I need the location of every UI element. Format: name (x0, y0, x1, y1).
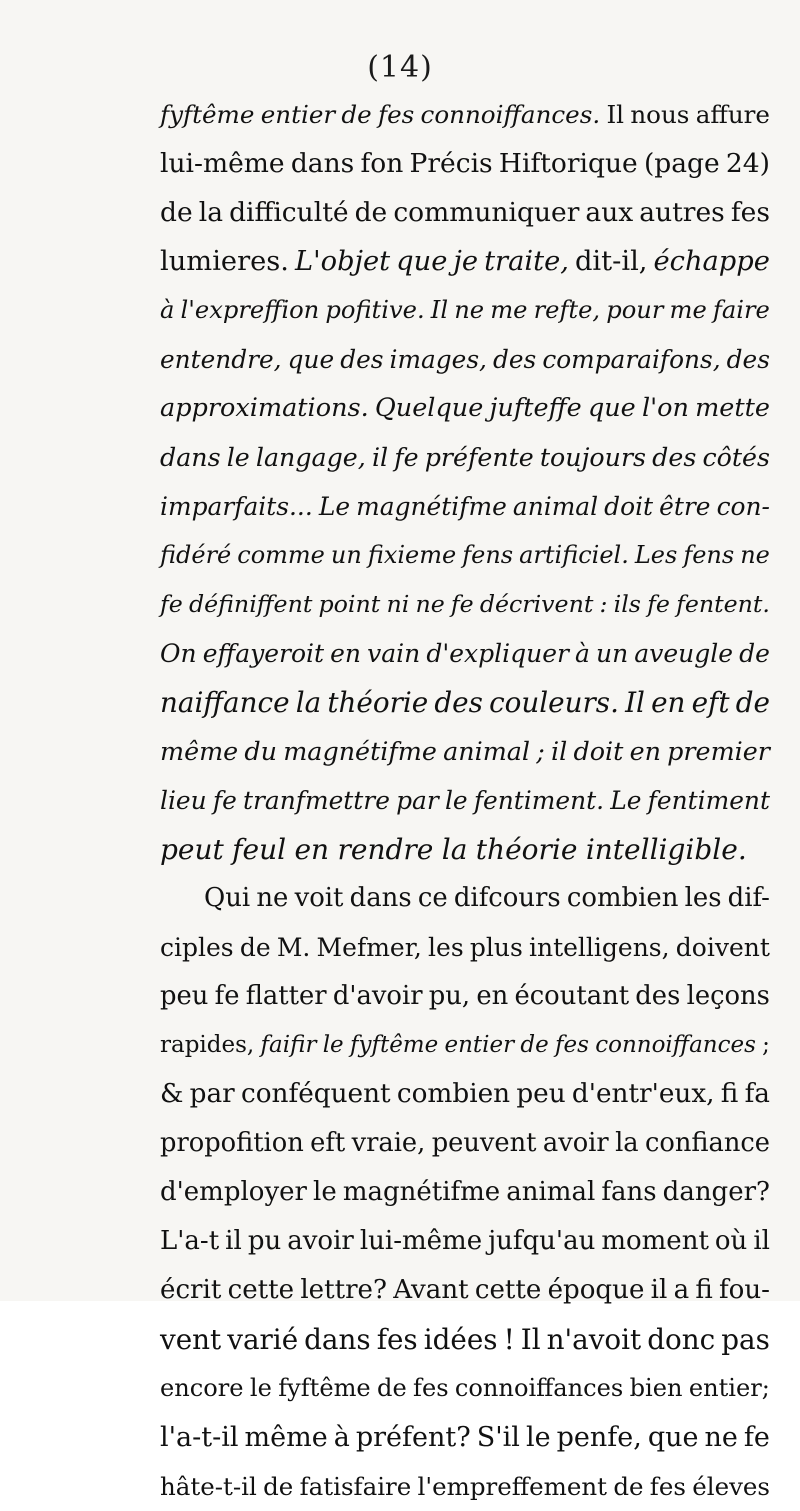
word: lui-même (160, 148, 285, 179)
word: connoiffances (595, 1032, 756, 1058)
word: lettre? (300, 1275, 387, 1305)
word: lumieres. (160, 246, 289, 277)
word: de (377, 1374, 407, 1402)
word: à (160, 296, 175, 324)
word: varié (227, 1323, 299, 1356)
word: à (333, 1422, 350, 1453)
word: ; (536, 736, 545, 766)
word: peuvent (431, 1128, 537, 1158)
word: aveugle (634, 639, 734, 668)
word: en (651, 686, 686, 719)
word: hâte-t-il (160, 1472, 257, 1501)
word: fes (376, 1323, 418, 1356)
word: imparfaits... (160, 492, 313, 521)
word: pu (247, 1226, 282, 1256)
word: me (669, 296, 707, 324)
word: peut (160, 833, 224, 866)
word: communiquer (393, 197, 580, 228)
word: le (525, 1422, 551, 1453)
word: rendre (337, 833, 434, 866)
text-line (160, 1119, 770, 1168)
word: l'on (641, 393, 689, 423)
word: toujours (539, 443, 647, 472)
word: il (371, 443, 389, 472)
word: fe (743, 1422, 770, 1453)
word: échappe (653, 246, 770, 277)
text-line (160, 629, 770, 678)
word: ce (417, 883, 448, 913)
word: eft (310, 1128, 346, 1158)
word: Il (520, 1323, 541, 1356)
word: ne (415, 590, 445, 618)
word: des (652, 443, 697, 472)
word: & (160, 1079, 184, 1109)
word: définiffent (188, 590, 313, 618)
word: des (493, 345, 537, 374)
word: théorie (475, 833, 578, 866)
word: d'expliquer (426, 639, 569, 668)
word: idées (423, 1323, 498, 1356)
word: difcours (453, 883, 561, 913)
word: Il (430, 296, 449, 324)
word: par (396, 786, 439, 815)
word: me (490, 296, 528, 324)
word: de (739, 639, 770, 668)
word: Précis (409, 148, 493, 179)
word: combien (396, 1079, 511, 1109)
word: fi (720, 1079, 739, 1109)
word: refte, (533, 296, 601, 324)
word: lui-même (359, 1226, 483, 1256)
text-line (160, 972, 770, 1021)
word: nous (630, 100, 690, 129)
word: dif- (727, 883, 770, 913)
word: Le (318, 492, 351, 521)
word: il (753, 1226, 770, 1256)
word: la (198, 197, 223, 228)
word: combien (566, 883, 679, 913)
word: en (330, 639, 362, 668)
word: les (428, 933, 464, 962)
word: Mefmer, (316, 933, 422, 962)
word: mette (695, 393, 770, 423)
word: l'a-t-il (160, 1422, 239, 1453)
text-line (160, 874, 770, 923)
word: langage, (255, 443, 366, 472)
text-line (160, 1217, 770, 1266)
word: l'empreffement (417, 1472, 608, 1501)
word: Quelque (374, 393, 484, 423)
word: côtés (702, 443, 770, 472)
word: comme (237, 541, 325, 569)
word: faifir (260, 1032, 317, 1058)
text-line (160, 384, 770, 433)
word: même (160, 736, 239, 766)
word: lieu (160, 786, 207, 815)
word: le (322, 1032, 344, 1058)
word: Hiftorique (498, 148, 638, 179)
word: donc (647, 1323, 716, 1356)
word: aux (585, 197, 634, 228)
text-line (160, 90, 770, 139)
word: que (287, 345, 335, 374)
word: S'il (476, 1422, 520, 1453)
word: animal (506, 1177, 596, 1207)
word: connoiffances. (420, 100, 601, 129)
word: M. (276, 933, 311, 962)
word: Avant (393, 1275, 469, 1305)
word: d'entr'eux, (571, 1079, 715, 1109)
word: que (396, 246, 448, 277)
word: animal (443, 736, 531, 766)
text-line (160, 237, 770, 286)
word: des (635, 981, 681, 1011)
text-line (160, 727, 770, 776)
word: doit (604, 492, 654, 521)
word: approximations. (160, 393, 369, 423)
word: intelligens, (528, 933, 670, 962)
word: dit-il, (574, 246, 648, 277)
word: fe (647, 590, 670, 618)
word: tranfmettre (242, 786, 390, 815)
word: pu, (428, 981, 471, 1011)
word: avoir (287, 1226, 354, 1256)
word: difficulté (229, 197, 349, 228)
word: des (726, 345, 770, 374)
word: ! (503, 1323, 515, 1356)
word: a (673, 1275, 690, 1305)
word: dans (290, 148, 355, 179)
word: On (160, 639, 197, 668)
word: fyftême (278, 1374, 371, 1402)
word: couleurs. (489, 686, 619, 719)
word: de (239, 933, 271, 962)
word: il (551, 736, 568, 766)
word: comparaifons, (542, 345, 721, 374)
word: fi (695, 1275, 713, 1305)
text-line (160, 482, 770, 531)
word: vent (160, 1323, 222, 1356)
word: vain (367, 639, 421, 668)
word: fon (360, 148, 404, 179)
word: écrit (160, 1275, 222, 1305)
word: par (189, 1079, 235, 1109)
text-line (160, 1266, 770, 1315)
word: jufteffe (489, 393, 582, 423)
text-line (160, 433, 770, 482)
word: vraie, (351, 1128, 426, 1158)
text-line (160, 286, 770, 335)
text-line (160, 1462, 770, 1511)
word: voit (294, 883, 344, 913)
word: dans (349, 883, 412, 913)
word: Qui (204, 883, 251, 913)
word: magnétifme (283, 736, 437, 766)
word: fyftême (160, 100, 255, 129)
text-line (160, 1413, 770, 1462)
body-text (160, 90, 770, 1511)
word: ciples (160, 933, 234, 962)
word: fatisfaire (299, 1472, 412, 1501)
word: ni (386, 590, 410, 618)
word: décrivent (479, 590, 594, 618)
word: théorie (327, 686, 429, 719)
word: n'avoit (546, 1323, 642, 1356)
word: de (613, 1472, 644, 1501)
word: éleves (692, 1472, 770, 1501)
word: préfent? (355, 1422, 471, 1453)
word: fe (160, 590, 183, 618)
word: connoiffances (454, 1374, 624, 1402)
word: intelligible. (585, 833, 747, 866)
word: le (444, 786, 468, 815)
word: 24) (725, 148, 770, 179)
word: je (453, 246, 479, 277)
word: fans (601, 1177, 657, 1207)
word: ne (704, 1422, 738, 1453)
word: fe (394, 443, 419, 472)
word: où (714, 1226, 748, 1256)
word: naiffance (160, 686, 290, 719)
word: magnétifme (342, 1177, 501, 1207)
word: conféquent (240, 1079, 391, 1109)
text-line (160, 1168, 770, 1217)
word: être (659, 492, 711, 521)
word: de (263, 1472, 294, 1501)
word: fe (212, 786, 237, 815)
word: il (650, 1275, 668, 1305)
word: de (735, 686, 770, 719)
word: cette (474, 1275, 542, 1305)
text-line (160, 923, 770, 972)
word: fentiment (647, 786, 770, 815)
word: écoutant (514, 981, 630, 1011)
word: des (434, 686, 483, 719)
word: jufqu'au (488, 1226, 596, 1256)
word: Il (625, 686, 645, 719)
word: penfe, (556, 1422, 642, 1453)
word: doit (573, 736, 624, 766)
word: fa (744, 1079, 770, 1109)
word: fes (413, 1374, 449, 1402)
word: les (684, 883, 722, 913)
word: fes (649, 1472, 686, 1501)
word: la (295, 686, 322, 719)
text-line (160, 1315, 770, 1364)
text-line (160, 1021, 770, 1070)
word: des (340, 345, 384, 374)
word: le (313, 1177, 337, 1207)
word: la (441, 833, 468, 866)
word: à (575, 639, 590, 668)
word: con- (716, 492, 770, 521)
word: point (318, 590, 381, 618)
word: confiance (644, 1128, 770, 1158)
word: cette (227, 1275, 295, 1305)
word: avoir (542, 1128, 609, 1158)
word: que (587, 393, 636, 423)
word: préfente (424, 443, 534, 472)
word: fidéré (160, 541, 232, 569)
word: fyftême (349, 1032, 439, 1058)
word: moment (601, 1226, 709, 1256)
word: fixieme (367, 541, 457, 569)
word: rapides, (160, 1032, 255, 1058)
word: l'expreffion (180, 296, 320, 324)
word: d'employer (160, 1177, 307, 1207)
word: dans (160, 443, 221, 472)
word: traite, (484, 246, 569, 277)
word: bien (629, 1374, 683, 1402)
word: L'objet (295, 246, 391, 277)
word: Il (606, 100, 625, 129)
word: artificiel. (519, 541, 629, 569)
word: feul (232, 833, 287, 866)
word: images, (389, 345, 487, 374)
text-line (160, 825, 770, 874)
word: la (615, 1128, 639, 1158)
word: : (599, 590, 608, 618)
word: entier; (688, 1374, 770, 1402)
word: danger? (662, 1177, 770, 1207)
text-line (160, 678, 770, 727)
word: il (225, 1226, 242, 1256)
word: que (647, 1422, 699, 1453)
word: entier (444, 1032, 515, 1058)
word: premier (667, 736, 770, 766)
word: époque (547, 1275, 645, 1305)
word: de (341, 100, 372, 129)
word: (page (643, 148, 720, 179)
word: dans (304, 1323, 371, 1356)
word: fentent. (676, 590, 770, 618)
word: le (226, 443, 250, 472)
word: peu (516, 1079, 566, 1109)
word: pour (606, 296, 664, 324)
word: même (244, 1422, 328, 1453)
word: Les (634, 541, 678, 569)
word: leçons (686, 981, 770, 1011)
word: doivent (675, 933, 770, 962)
word: animal (512, 492, 599, 521)
word: flatter (245, 981, 327, 1011)
word: Le (610, 786, 642, 815)
word: de (160, 197, 193, 228)
word: autres (639, 197, 725, 228)
word: fens (683, 541, 735, 569)
text-line (160, 139, 770, 188)
word: fentiment. (473, 786, 605, 815)
word: fes (730, 197, 770, 228)
word: de (520, 1032, 549, 1058)
word: peu (160, 981, 209, 1011)
word: fe (214, 981, 240, 1011)
word: le (249, 1374, 272, 1402)
word: en (294, 833, 330, 866)
word: eft (691, 686, 730, 719)
word: affure (695, 100, 770, 129)
word: ils (613, 590, 641, 618)
word: de (354, 197, 388, 228)
text-line (160, 580, 770, 629)
word: ne (740, 541, 770, 569)
word: entendre, (160, 345, 282, 374)
word: un (596, 639, 629, 668)
word: fes (555, 1032, 589, 1058)
word: ; (762, 1032, 770, 1058)
text-line (160, 531, 770, 580)
word: L'a-t (160, 1226, 220, 1256)
word: magnétifme (356, 492, 507, 521)
word: fe (450, 590, 474, 618)
word: fou- (719, 1275, 770, 1305)
word: pas (721, 1323, 770, 1356)
word: plus (469, 933, 523, 962)
word: du (244, 736, 278, 766)
word: d'avoir (332, 981, 423, 1011)
word: fes (378, 100, 415, 129)
word: en (629, 736, 661, 766)
word: ne (454, 296, 485, 324)
word: en (476, 981, 509, 1011)
word: fens (462, 541, 514, 569)
word: encore (160, 1374, 244, 1402)
word: pofitive. (325, 296, 425, 324)
word: ne (256, 883, 289, 913)
word: effayeroit (202, 639, 325, 668)
text-line (160, 188, 770, 237)
word: faire (712, 296, 770, 324)
text-line (160, 335, 770, 384)
word: un (330, 541, 362, 569)
text-line (160, 1070, 770, 1119)
word: propofition (160, 1128, 304, 1158)
word: entier (260, 100, 336, 129)
text-line (160, 1364, 770, 1413)
page-number: (14) (367, 50, 433, 85)
text-line (160, 776, 770, 825)
